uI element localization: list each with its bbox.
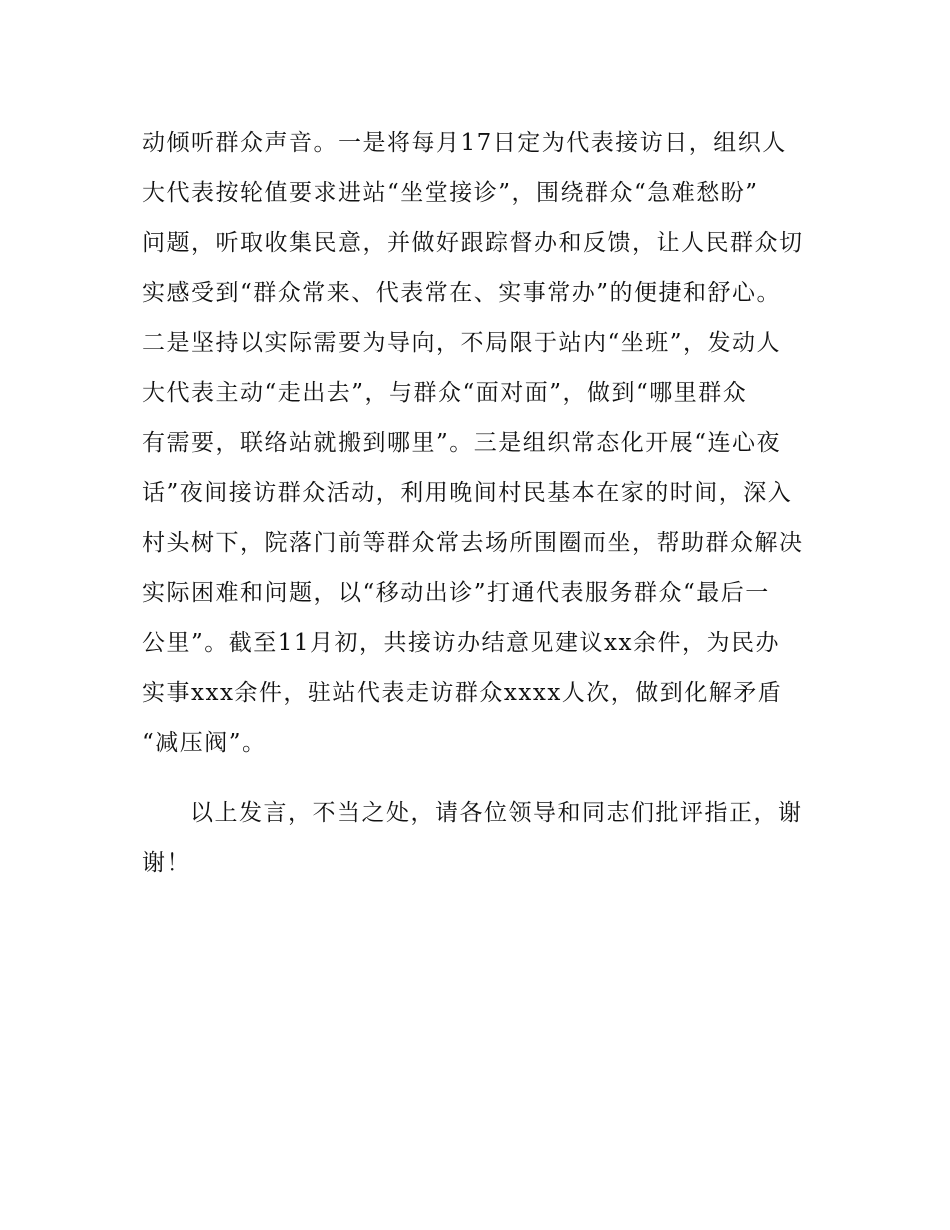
text-line: 公里”。截至11月初，共接访办结意见建议xx余件，为民办 <box>142 630 780 656</box>
text-line: 有需要，联络站就搬到哪里”。三是组织常态化开展“连心夜 <box>142 430 782 456</box>
text-line: 实际困难和问题，以“移动出诊”打通代表服务群众“最后一 <box>142 580 770 606</box>
text-line: 问题，听取收集民意，并做好跟踪督办和反馈，让人民群众切 <box>142 230 804 256</box>
text-line: 实事xxx余件，驻站代表走访群众xxxx人次，做到化解矛盾 <box>142 680 783 706</box>
text-line: 村头树下，院落门前等群众常去场所围圈而坐，帮助群众解决 <box>142 530 804 556</box>
text-line: 大代表按轮值要求进站“坐堂接诊”，围绕群众“急难愁盼” <box>142 180 759 206</box>
text-line: 实感受到“群众常来、代表常在、实事常办”的便捷和舒心。 <box>142 280 782 306</box>
paragraph-closing-remarks <box>142 788 814 888</box>
text-line: 谢！ <box>142 850 191 876</box>
text-line: 话”夜间接访群众活动，利用晚间村民基本在家的时间，深入 <box>142 480 793 506</box>
paragraph-summary-actions <box>142 118 814 768</box>
text-line: 大代表主动“走出去”，与群众“面对面”，做到“哪里群众 <box>142 380 748 406</box>
text-line: “减压阀”。 <box>142 730 267 756</box>
document-body <box>142 118 814 888</box>
text-line: 二是坚持以实际需要为导向，不局限于站内“坐班”，发动人 <box>142 330 782 356</box>
text-line: 以上发言，不当之处，请各位领导和同志们批评指正，谢 <box>190 800 803 826</box>
paragraph-spacer <box>142 768 814 788</box>
text-line: 动倾听群众声音。一是将每月17日定为代表接访日，组织人 <box>142 130 787 156</box>
